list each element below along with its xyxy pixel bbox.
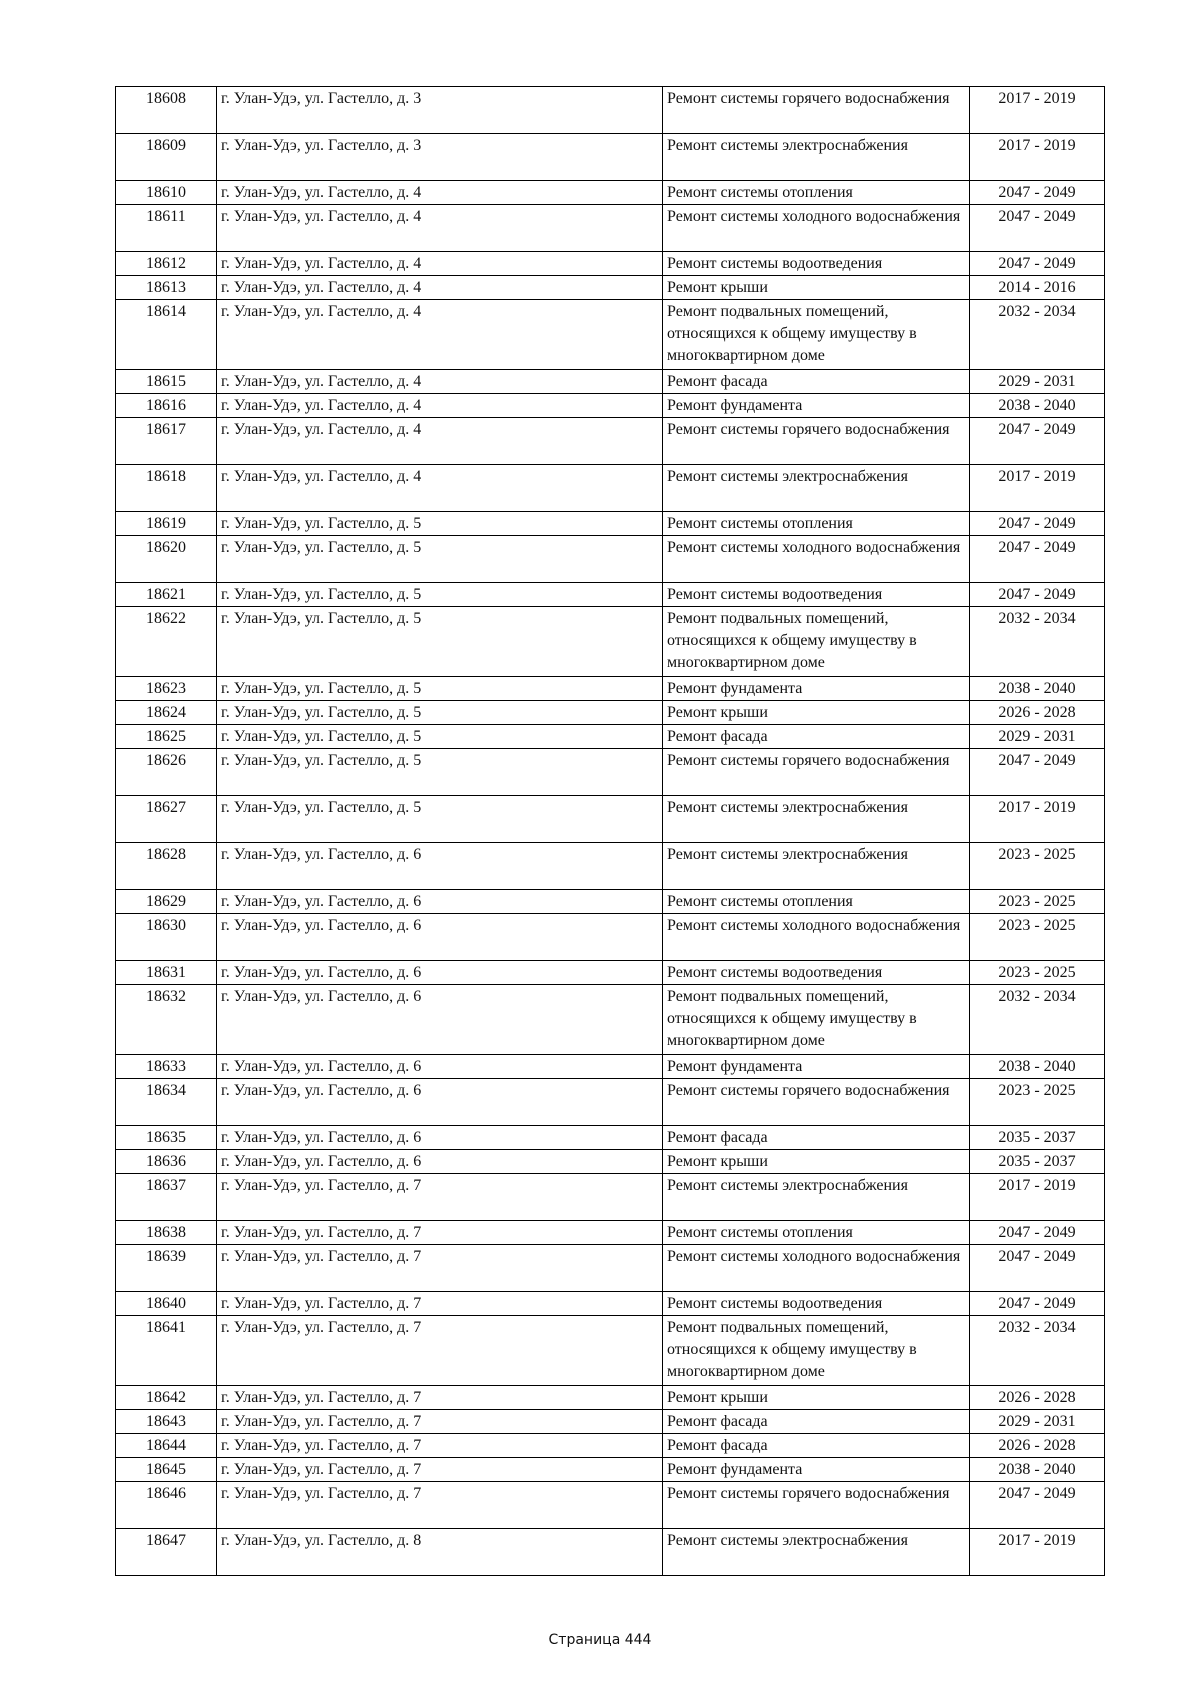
period-cell: 2038 - 2040: [970, 1458, 1105, 1482]
period-cell: 2047 - 2049: [970, 1245, 1105, 1292]
work-type-cell: Ремонт подвальных помещений, относящихся к общему имуществу в многоквартирном доме: [663, 300, 970, 370]
row-number-cell: 18643: [116, 1410, 217, 1434]
table-row: [116, 914, 1105, 961]
table-row: [116, 1079, 1105, 1126]
work-type-cell: Ремонт системы электроснабжения: [663, 134, 970, 181]
row-number-cell: 18626: [116, 749, 217, 796]
row-number-cell: 18642: [116, 1386, 217, 1410]
work-type-cell: Ремонт фасада: [663, 1434, 970, 1458]
table-row: [116, 1055, 1105, 1079]
address-cell: г. Улан-Удэ, ул. Гастелло, д. 6: [217, 1126, 663, 1150]
work-type-cell: Ремонт системы водоотведения: [663, 961, 970, 985]
row-number-cell: 18615: [116, 370, 217, 394]
address-cell: г. Улан-Удэ, ул. Гастелло, д. 4: [217, 181, 663, 205]
row-number-cell: 18608: [116, 87, 217, 134]
period-cell: 2032 - 2034: [970, 985, 1105, 1055]
address-cell: г. Улан-Удэ, ул. Гастелло, д. 6: [217, 843, 663, 890]
row-number-cell: 18630: [116, 914, 217, 961]
table-row: [116, 512, 1105, 536]
period-cell: 2047 - 2049: [970, 1292, 1105, 1316]
address-cell: г. Улан-Удэ, ул. Гастелло, д. 5: [217, 725, 663, 749]
work-type-cell: Ремонт системы отопления: [663, 1221, 970, 1245]
row-number-cell: 18629: [116, 890, 217, 914]
row-number-cell: 18646: [116, 1482, 217, 1529]
period-cell: 2029 - 2031: [970, 1410, 1105, 1434]
work-type-cell: Ремонт системы холодного водоснабжения: [663, 914, 970, 961]
work-type-cell: Ремонт крыши: [663, 1386, 970, 1410]
work-type-cell: Ремонт системы водоотведения: [663, 583, 970, 607]
table-row: [116, 87, 1105, 134]
period-cell: 2017 - 2019: [970, 1529, 1105, 1576]
address-cell: г. Улан-Удэ, ул. Гастелло, д. 3: [217, 134, 663, 181]
table-row: [116, 181, 1105, 205]
period-cell: 2017 - 2019: [970, 87, 1105, 134]
row-number-cell: 18647: [116, 1529, 217, 1576]
address-cell: г. Улан-Удэ, ул. Гастелло, д. 6: [217, 961, 663, 985]
row-number-cell: 18622: [116, 607, 217, 677]
period-cell: 2029 - 2031: [970, 725, 1105, 749]
address-cell: г. Улан-Удэ, ул. Гастелло, д. 7: [217, 1434, 663, 1458]
table-row: [116, 725, 1105, 749]
work-type-cell: Ремонт фасада: [663, 1126, 970, 1150]
address-cell: г. Улан-Удэ, ул. Гастелло, д. 5: [217, 536, 663, 583]
work-type-cell: Ремонт фасада: [663, 725, 970, 749]
period-cell: 2038 - 2040: [970, 677, 1105, 701]
row-number-cell: 18641: [116, 1316, 217, 1386]
table-row: [116, 1126, 1105, 1150]
table-row: [116, 749, 1105, 796]
address-cell: г. Улан-Удэ, ул. Гастелло, д. 5: [217, 607, 663, 677]
row-number-cell: 18637: [116, 1174, 217, 1221]
row-number-cell: 18644: [116, 1434, 217, 1458]
work-type-cell: Ремонт системы водоотведения: [663, 1292, 970, 1316]
row-number-cell: 18645: [116, 1458, 217, 1482]
address-cell: г. Улан-Удэ, ул. Гастелло, д. 4: [217, 300, 663, 370]
work-type-cell: Ремонт системы отопления: [663, 890, 970, 914]
row-number-cell: 18635: [116, 1126, 217, 1150]
period-cell: 2023 - 2025: [970, 961, 1105, 985]
period-cell: 2014 - 2016: [970, 276, 1105, 300]
table-row: [116, 1458, 1105, 1482]
address-cell: г. Улан-Удэ, ул. Гастелло, д. 7: [217, 1292, 663, 1316]
table-row: [116, 1221, 1105, 1245]
address-cell: г. Улан-Удэ, ул. Гастелло, д. 4: [217, 205, 663, 252]
table-row: [116, 961, 1105, 985]
period-cell: 2017 - 2019: [970, 796, 1105, 843]
period-cell: 2032 - 2034: [970, 300, 1105, 370]
row-number-cell: 18634: [116, 1079, 217, 1126]
work-type-cell: Ремонт системы холодного водоснабжения: [663, 1245, 970, 1292]
row-number-cell: 18613: [116, 276, 217, 300]
work-type-cell: Ремонт системы горячего водоснабжения: [663, 1079, 970, 1126]
row-number-cell: 18625: [116, 725, 217, 749]
table-row: [116, 985, 1105, 1055]
table-row: [116, 134, 1105, 181]
period-cell: 2047 - 2049: [970, 205, 1105, 252]
address-cell: г. Улан-Удэ, ул. Гастелло, д. 6: [217, 985, 663, 1055]
period-cell: 2017 - 2019: [970, 465, 1105, 512]
work-type-cell: Ремонт фасада: [663, 1410, 970, 1434]
period-cell: 2026 - 2028: [970, 1386, 1105, 1410]
work-type-cell: Ремонт крыши: [663, 701, 970, 725]
work-type-cell: Ремонт системы электроснабжения: [663, 1529, 970, 1576]
row-number-cell: 18611: [116, 205, 217, 252]
table-row: [116, 300, 1105, 370]
row-number-cell: 18624: [116, 701, 217, 725]
table-row: [116, 536, 1105, 583]
address-cell: г. Улан-Удэ, ул. Гастелло, д. 8: [217, 1529, 663, 1576]
address-cell: г. Улан-Удэ, ул. Гастелло, д. 4: [217, 418, 663, 465]
period-cell: 2047 - 2049: [970, 536, 1105, 583]
table-row: [116, 1410, 1105, 1434]
row-number-cell: 18640: [116, 1292, 217, 1316]
row-number-cell: 18638: [116, 1221, 217, 1245]
period-cell: 2023 - 2025: [970, 1079, 1105, 1126]
row-number-cell: 18610: [116, 181, 217, 205]
table-row: [116, 1292, 1105, 1316]
row-number-cell: 18636: [116, 1150, 217, 1174]
table-row: [116, 583, 1105, 607]
period-cell: 2038 - 2040: [970, 1055, 1105, 1079]
address-cell: г. Улан-Удэ, ул. Гастелло, д. 6: [217, 1079, 663, 1126]
work-type-cell: Ремонт системы электроснабжения: [663, 465, 970, 512]
address-cell: г. Улан-Удэ, ул. Гастелло, д. 6: [217, 1055, 663, 1079]
work-type-cell: Ремонт системы электроснабжения: [663, 843, 970, 890]
address-cell: г. Улан-Удэ, ул. Гастелло, д. 5: [217, 583, 663, 607]
address-cell: г. Улан-Удэ, ул. Гастелло, д. 4: [217, 276, 663, 300]
address-cell: г. Улан-Удэ, ул. Гастелло, д. 4: [217, 252, 663, 276]
table-row: [116, 1386, 1105, 1410]
address-cell: г. Улан-Удэ, ул. Гастелло, д. 4: [217, 465, 663, 512]
address-cell: г. Улан-Удэ, ул. Гастелло, д. 7: [217, 1386, 663, 1410]
row-number-cell: 18627: [116, 796, 217, 843]
table-row: [116, 370, 1105, 394]
table-row: [116, 252, 1105, 276]
row-number-cell: 18614: [116, 300, 217, 370]
period-cell: 2047 - 2049: [970, 512, 1105, 536]
table-row: [116, 1482, 1105, 1529]
work-type-cell: Ремонт системы отопления: [663, 181, 970, 205]
address-cell: г. Улан-Удэ, ул. Гастелло, д. 7: [217, 1410, 663, 1434]
address-cell: г. Улан-Удэ, ул. Гастелло, д. 5: [217, 512, 663, 536]
row-number-cell: 18609: [116, 134, 217, 181]
row-number-cell: 18631: [116, 961, 217, 985]
address-cell: г. Улан-Удэ, ул. Гастелло, д. 7: [217, 1174, 663, 1221]
work-type-cell: Ремонт фундамента: [663, 1458, 970, 1482]
repair-schedule-table: [115, 86, 1105, 1576]
address-cell: г. Улан-Удэ, ул. Гастелло, д. 7: [217, 1482, 663, 1529]
row-number-cell: 18628: [116, 843, 217, 890]
address-cell: г. Улан-Удэ, ул. Гастелло, д. 5: [217, 749, 663, 796]
table-row: [116, 701, 1105, 725]
period-cell: 2032 - 2034: [970, 607, 1105, 677]
table-row: [116, 394, 1105, 418]
period-cell: 2038 - 2040: [970, 394, 1105, 418]
work-type-cell: Ремонт подвальных помещений, относящихся к общему имуществу в многоквартирном доме: [663, 1316, 970, 1386]
work-type-cell: Ремонт системы горячего водоснабжения: [663, 418, 970, 465]
address-cell: г. Улан-Удэ, ул. Гастелло, д. 5: [217, 677, 663, 701]
page-number: Страница 444: [548, 1632, 652, 1648]
work-type-cell: Ремонт системы горячего водоснабжения: [663, 87, 970, 134]
period-cell: 2047 - 2049: [970, 181, 1105, 205]
period-cell: 2032 - 2034: [970, 1316, 1105, 1386]
work-type-cell: Ремонт системы горячего водоснабжения: [663, 749, 970, 796]
address-cell: г. Улан-Удэ, ул. Гастелло, д. 7: [217, 1316, 663, 1386]
period-cell: 2029 - 2031: [970, 370, 1105, 394]
work-type-cell: Ремонт фундамента: [663, 677, 970, 701]
work-type-cell: Ремонт подвальных помещений, относящихся к общему имуществу в многоквартирном доме: [663, 607, 970, 677]
row-number-cell: 18618: [116, 465, 217, 512]
table-row: [116, 1150, 1105, 1174]
row-number-cell: 18612: [116, 252, 217, 276]
address-cell: г. Улан-Удэ, ул. Гастелло, д. 4: [217, 394, 663, 418]
table-row: [116, 1316, 1105, 1386]
row-number-cell: 18617: [116, 418, 217, 465]
address-cell: г. Улан-Удэ, ул. Гастелло, д. 4: [217, 370, 663, 394]
period-cell: 2026 - 2028: [970, 701, 1105, 725]
period-cell: 2047 - 2049: [970, 749, 1105, 796]
row-number-cell: 18616: [116, 394, 217, 418]
address-cell: г. Улан-Удэ, ул. Гастелло, д. 7: [217, 1221, 663, 1245]
period-cell: 2026 - 2028: [970, 1434, 1105, 1458]
period-cell: 2047 - 2049: [970, 583, 1105, 607]
address-cell: г. Улан-Удэ, ул. Гастелло, д. 6: [217, 890, 663, 914]
period-cell: 2023 - 2025: [970, 890, 1105, 914]
work-type-cell: Ремонт системы холодного водоснабжения: [663, 536, 970, 583]
address-cell: г. Улан-Удэ, ул. Гастелло, д. 5: [217, 701, 663, 725]
table-row: [116, 1174, 1105, 1221]
table-row: [116, 1529, 1105, 1576]
row-number-cell: 18639: [116, 1245, 217, 1292]
table-row: [116, 418, 1105, 465]
work-type-cell: Ремонт фасада: [663, 370, 970, 394]
table-row: [116, 677, 1105, 701]
row-number-cell: 18620: [116, 536, 217, 583]
work-type-cell: Ремонт фундамента: [663, 394, 970, 418]
period-cell: 2017 - 2019: [970, 1174, 1105, 1221]
table-row: [116, 1434, 1105, 1458]
period-cell: 2047 - 2049: [970, 1482, 1105, 1529]
table-row: [116, 890, 1105, 914]
address-cell: г. Улан-Удэ, ул. Гастелло, д. 7: [217, 1458, 663, 1482]
row-number-cell: 18633: [116, 1055, 217, 1079]
work-type-cell: Ремонт фундамента: [663, 1055, 970, 1079]
period-cell: 2035 - 2037: [970, 1150, 1105, 1174]
address-cell: г. Улан-Удэ, ул. Гастелло, д. 3: [217, 87, 663, 134]
period-cell: 2023 - 2025: [970, 914, 1105, 961]
table-body: [116, 87, 1105, 1576]
table-row: [116, 465, 1105, 512]
table-row: [116, 607, 1105, 677]
address-cell: г. Улан-Удэ, ул. Гастелло, д. 7: [217, 1245, 663, 1292]
row-number-cell: 18621: [116, 583, 217, 607]
work-type-cell: Ремонт системы электроснабжения: [663, 1174, 970, 1221]
work-type-cell: Ремонт системы горячего водоснабжения: [663, 1482, 970, 1529]
work-type-cell: Ремонт крыши: [663, 1150, 970, 1174]
row-number-cell: 18632: [116, 985, 217, 1055]
address-cell: г. Улан-Удэ, ул. Гастелло, д. 5: [217, 796, 663, 843]
work-type-cell: Ремонт системы отопления: [663, 512, 970, 536]
address-cell: г. Улан-Удэ, ул. Гастелло, д. 6: [217, 914, 663, 961]
work-type-cell: Ремонт подвальных помещений, относящихся к общему имуществу в многоквартирном доме: [663, 985, 970, 1055]
period-cell: 2047 - 2049: [970, 252, 1105, 276]
table-row: [116, 276, 1105, 300]
work-type-cell: Ремонт системы холодного водоснабжения: [663, 205, 970, 252]
work-type-cell: Ремонт системы электроснабжения: [663, 796, 970, 843]
address-cell: г. Улан-Удэ, ул. Гастелло, д. 6: [217, 1150, 663, 1174]
period-cell: 2023 - 2025: [970, 843, 1105, 890]
table-row: [116, 843, 1105, 890]
period-cell: 2035 - 2037: [970, 1126, 1105, 1150]
table-row: [116, 796, 1105, 843]
table-row: [116, 1245, 1105, 1292]
row-number-cell: 18623: [116, 677, 217, 701]
table-row: [116, 205, 1105, 252]
period-cell: 2047 - 2049: [970, 1221, 1105, 1245]
work-type-cell: Ремонт крыши: [663, 276, 970, 300]
period-cell: 2017 - 2019: [970, 134, 1105, 181]
row-number-cell: 18619: [116, 512, 217, 536]
work-type-cell: Ремонт системы водоотведения: [663, 252, 970, 276]
period-cell: 2047 - 2049: [970, 418, 1105, 465]
